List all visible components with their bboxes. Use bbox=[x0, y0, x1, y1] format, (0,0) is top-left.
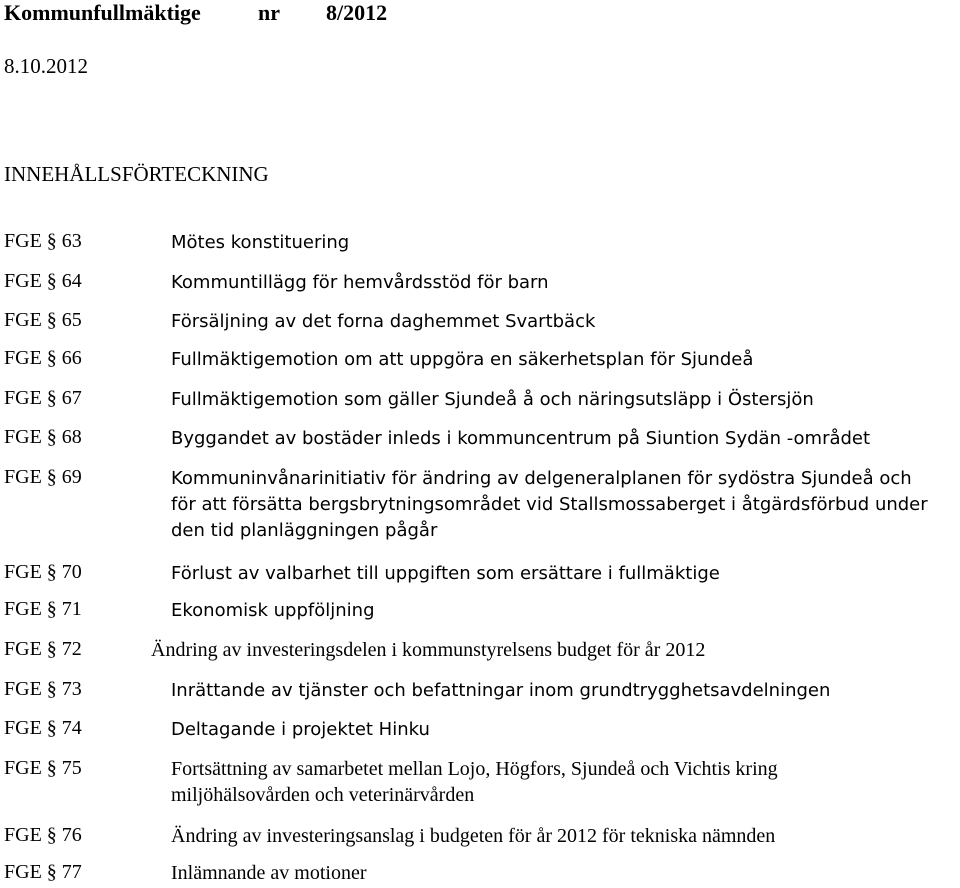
toc-item-title: Ekonomisk uppföljning bbox=[171, 600, 375, 621]
document-date: 8.10.2012 bbox=[4, 54, 88, 78]
toc-item-title: Försäljning av det forna daghemmet Svartbäck bbox=[171, 311, 596, 332]
toc-item-code: FGE § 71 bbox=[4, 598, 82, 620]
toc-item-title: Mötes konstituering bbox=[171, 232, 350, 253]
toc-item-title: Inlämnande av motioner bbox=[171, 862, 367, 884]
toc-item-title: för att försätta bergsbrytningsområdet vid Stallsmossaberget i åtgärdsförbud under bbox=[171, 494, 928, 515]
document-number: 8/2012 bbox=[326, 0, 388, 25]
toc-item-code: FGE § 67 bbox=[4, 387, 82, 409]
toc-item-title: Inrättande av tjänster och befattningar inom grundtrygghetsavdelningen bbox=[171, 680, 831, 701]
toc-item-code: FGE § 65 bbox=[4, 309, 82, 331]
toc-item-code: FGE § 72 bbox=[4, 638, 82, 660]
toc-item-title: den tid planläggningen pågår bbox=[171, 520, 438, 541]
toc-heading: INNEHÅLLSFÖRTECKNING bbox=[4, 162, 269, 186]
toc-item-title: Deltagande i projektet Hinku bbox=[171, 719, 430, 740]
toc-item-code: FGE § 76 bbox=[4, 824, 82, 846]
toc-item-code: FGE § 63 bbox=[4, 230, 82, 252]
document-title: Kommunfullmäktige bbox=[4, 0, 201, 25]
toc-item-code: FGE § 70 bbox=[4, 561, 82, 583]
toc-item-title: Kommuntillägg för hemvårdsstöd för barn bbox=[171, 272, 549, 293]
toc-item-code: FGE § 73 bbox=[4, 678, 82, 700]
toc-item-code: FGE § 74 bbox=[4, 717, 82, 739]
toc-item-title: Fortsättning av samarbetet mellan Lojo, Högfors, Sjundeå och Vichtis kring bbox=[171, 758, 778, 780]
toc-item-title: Ändring av investeringsanslag i budgeten för år 2012 för tekniska nämnden bbox=[171, 825, 776, 847]
toc-item-code: FGE § 68 bbox=[4, 426, 82, 448]
toc-item-code: FGE § 77 bbox=[4, 861, 82, 883]
toc-item-title: Fullmäktigemotion som gäller Sjundeå å och näringsutsläpp i Östersjön bbox=[171, 389, 814, 410]
toc-item-code: FGE § 66 bbox=[4, 347, 82, 369]
toc-item-title: Kommuninvånarinitiativ för ändring av delgeneralplanen för sydöstra Sjundeå och bbox=[171, 468, 912, 489]
toc-item-title: Förlust av valbarhet till uppgiften som ersättare i fullmäktige bbox=[171, 563, 720, 584]
toc-item-title: miljöhälsovården och veterinärvården bbox=[171, 784, 475, 806]
toc-item-title: Fullmäktigemotion om att uppgöra en säkerhetsplan för Sjundeå bbox=[171, 349, 754, 370]
document-nr-label: nr bbox=[258, 0, 280, 25]
toc-item-code: FGE § 69 bbox=[4, 466, 82, 488]
toc-item-code: FGE § 75 bbox=[4, 757, 82, 779]
toc-item-title: Byggandet av bostäder inleds i kommuncentrum på Siuntion Sydän -området bbox=[171, 428, 871, 449]
toc-item-title: Ändring av investeringsdelen i kommunstyrelsens budget för år 2012 bbox=[151, 639, 706, 661]
toc-item-code: FGE § 64 bbox=[4, 270, 82, 292]
